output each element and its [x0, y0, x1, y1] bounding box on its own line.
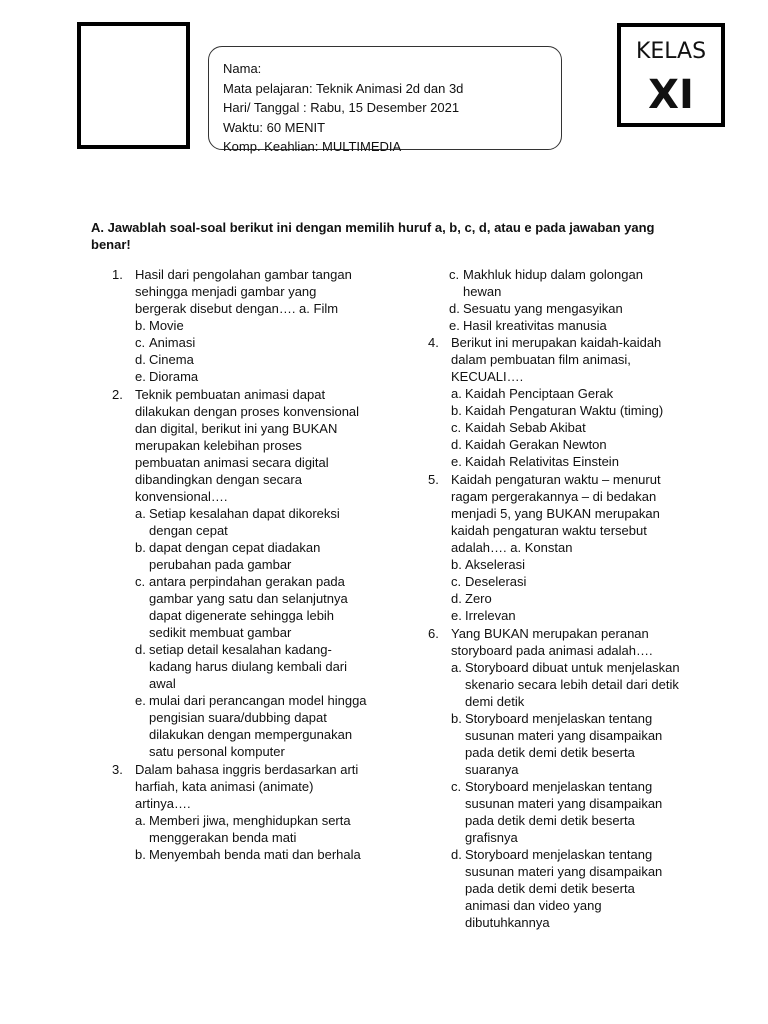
question-text: Yang BUKAN merupakan peranan storyboard pada animasi adalah…. — [451, 626, 653, 658]
option-letter: b. — [451, 711, 462, 726]
option-letter: d. — [135, 642, 146, 657]
option-letter: e. — [135, 693, 146, 708]
answer-option — [135, 351, 367, 368]
option-text: Akselerasi — [465, 557, 525, 572]
option-letter: a. — [135, 813, 146, 828]
question-number: 5. — [428, 472, 439, 487]
answer-option — [449, 317, 682, 334]
answer-option — [451, 590, 682, 607]
option-letter: e. — [451, 454, 462, 469]
answer-option — [451, 419, 682, 436]
subject-field: Mata pelajaran: Teknik Animasi 2d dan 3d — [223, 80, 464, 96]
answer-option — [451, 659, 682, 710]
question-2 — [112, 386, 367, 760]
option-text: Deselerasi — [465, 574, 527, 589]
option-letter: a. — [135, 506, 146, 521]
name-field: Nama: — [223, 61, 262, 76]
date-field: Hari/ Tanggal : Rabu, 15 Desember 2021 — [223, 100, 460, 115]
answer-option — [135, 846, 367, 863]
option-text: Makhluk hidup dalam golongan hewan — [463, 267, 643, 299]
option-text: Diorama — [149, 369, 199, 384]
answer-option — [451, 402, 682, 419]
option-text: mulai dari perancangan model hingga pengisian suara/dubbing dapat dilakukan dengan mempergunakan satu personal komputer — [149, 693, 367, 759]
option-letter: d. — [451, 437, 462, 452]
option-text: Setiap kesalahan dapat dikoreksi dengan cepat — [149, 506, 340, 538]
option-letter: c. — [135, 574, 146, 589]
question-number: 1. — [112, 267, 123, 282]
option-letter: b. — [135, 540, 146, 555]
option-letter: c. — [451, 420, 462, 435]
option-text: Storyboard menjelaskan tentang susunan materi yang disampaikan pada detik demi detik beserta animasi dan video yang dibutuhkannya — [465, 847, 663, 930]
option-text: Memberi jiwa, menghidupkan serta menggerakan benda mati — [149, 813, 351, 845]
answer-option — [135, 334, 367, 351]
section-instruction: A. Jawablah soal-soal berikut ini dengan memilih huruf a, b, c, d, atau e pada jawaban yang benar! — [91, 220, 655, 252]
answer-option — [451, 385, 682, 402]
answer-option — [135, 317, 367, 334]
exam-info-box — [208, 46, 562, 154]
option-text: setiap detail kesalahan kadang-kadang harus diulang kembali dari awal — [149, 642, 348, 691]
option-text: Kaidah Gerakan Newton — [465, 437, 607, 452]
question-5 — [428, 471, 682, 624]
option-letter: b. — [135, 847, 146, 862]
class-label: KELAS — [635, 39, 707, 64]
answer-option — [451, 778, 682, 846]
question-number: 3. — [112, 762, 123, 777]
answer-option — [449, 266, 682, 300]
questions-right-column — [428, 266, 682, 931]
answer-option — [449, 300, 682, 317]
question-number: 2. — [112, 387, 123, 402]
option-text: Storyboard dibuat untuk menjelaskan skenario secara lebih detail dari detik demi detik — [465, 660, 680, 709]
option-text: Irrelevan — [465, 608, 516, 623]
option-text: Hasil kreativitas manusia — [463, 318, 607, 333]
answer-option — [135, 505, 367, 539]
option-text: Storyboard menjelaskan tentang susunan materi yang disampaikan pada detik demi detik beserta grafisnya — [465, 779, 663, 845]
answer-option — [135, 573, 367, 641]
question-text: Teknik pembuatan animasi dapat dilakukan dengan proses konvensional dan digital, berikut ini yang BUKAN merupakan kelebihan proses pembuatan animasi secara digital dibandingkan dengan secara konvensional…. — [135, 387, 360, 504]
option-text: Kaidah Penciptaan Gerak — [465, 386, 614, 401]
option-letter: c. — [135, 335, 146, 350]
question-text: Hasil dari pengolahan gambar tangan sehingga menjadi gambar yang bergerak disebut dengan…. a. Film — [135, 267, 352, 316]
answer-option — [451, 573, 682, 590]
option-letter: b. — [451, 403, 462, 418]
duration-field: Waktu: 60 MENIT — [223, 119, 326, 135]
question-6 — [428, 625, 682, 931]
answer-option — [451, 710, 682, 778]
option-text: Cinema — [149, 352, 194, 367]
option-text: Kaidah Relativitas Einstein — [465, 454, 619, 469]
question-text: Kaidah pengaturan waktu – menurut ragam pergerakannya – di bedakan menjadi 5, yang BUKAN merupakan kaidah pengaturan waktu tersebut adalah…. a. Konstan — [451, 472, 661, 555]
option-text: Kaidah Pengaturan Waktu (timing) — [465, 403, 664, 418]
class-value: XI — [648, 72, 694, 118]
option-text: Kaidah Sebab Akibat — [465, 420, 586, 435]
option-letter: b. — [135, 318, 146, 333]
question-3-continued — [449, 266, 682, 334]
option-text: Movie — [149, 318, 184, 333]
option-text: dapat dengan cepat diadakan perubahan pada gambar — [149, 540, 321, 572]
option-letter: d. — [449, 301, 460, 316]
option-text: Storyboard menjelaskan tentang susunan materi yang disampaikan pada detik demi detik beserta suaranya — [465, 711, 663, 777]
question-text: Dalam bahasa inggris berdasarkan arti harfiah, kata animasi (animate) artinya…. — [135, 762, 359, 811]
option-letter: d. — [135, 352, 146, 367]
answer-option — [135, 368, 367, 385]
questions-left-column — [112, 266, 367, 863]
class-box — [617, 23, 725, 127]
option-text: Animasi — [149, 335, 196, 350]
question-number: 6. — [428, 626, 439, 641]
competency-field: Komp. Keahlian: MULTIMEDIA — [223, 139, 402, 154]
answer-option — [135, 692, 367, 760]
answer-option — [451, 436, 682, 453]
option-letter: c. — [449, 267, 460, 282]
question-3 — [112, 761, 367, 863]
option-text: antara perpindahan gerakan pada gambar yang satu dan selanjutnya dapat digenerate sehingga lebih sedikit membuat gambar — [149, 574, 348, 640]
option-letter: e. — [449, 318, 460, 333]
answer-option — [451, 846, 682, 931]
option-letter: b. — [451, 557, 462, 572]
question-1 — [112, 266, 367, 385]
option-letter: c. — [451, 574, 462, 589]
answer-option — [451, 607, 682, 624]
photo-placeholder-box — [77, 22, 190, 149]
option-text: Sesuatu yang mengasyikan — [463, 301, 623, 316]
answer-option — [451, 556, 682, 573]
option-letter: e. — [451, 608, 462, 623]
option-text: Zero — [465, 591, 492, 606]
answer-option — [451, 453, 682, 470]
answer-option — [135, 539, 367, 573]
question-4 — [428, 334, 682, 470]
option-letter: a. — [451, 386, 462, 401]
question-text: Berikut ini merupakan kaidah-kaidah dalam pembuatan film animasi, KECUALI…. — [451, 335, 662, 384]
answer-option — [135, 641, 367, 692]
question-number: 4. — [428, 335, 439, 350]
option-letter: c. — [451, 779, 462, 794]
option-letter: d. — [451, 847, 462, 862]
option-letter: e. — [135, 369, 146, 384]
option-letter: d. — [451, 591, 462, 606]
option-text: Menyembah benda mati dan berhala — [149, 847, 361, 862]
option-letter: a. — [451, 660, 462, 675]
answer-option — [135, 812, 367, 846]
